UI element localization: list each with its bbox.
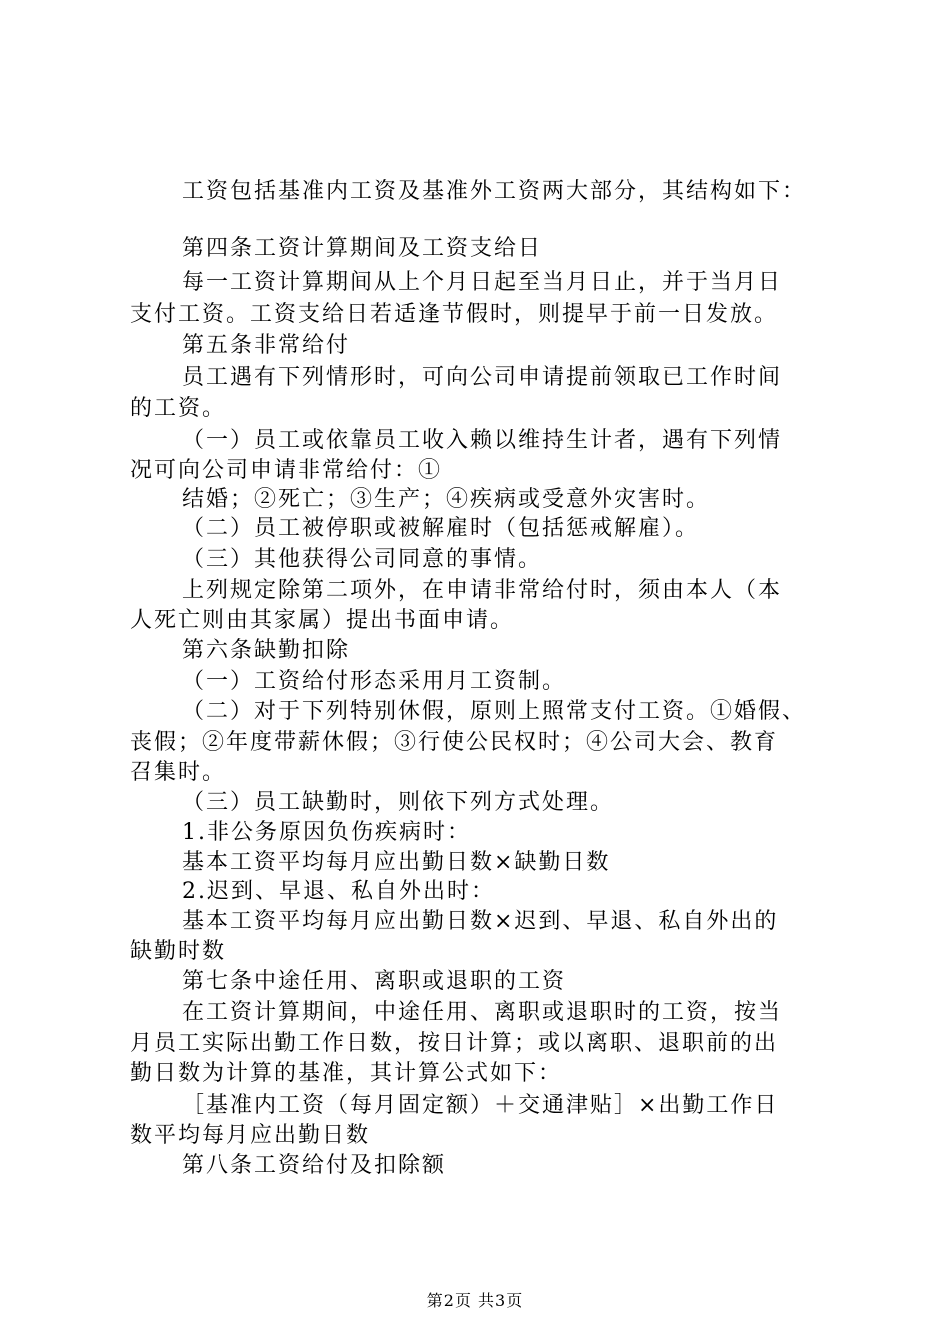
- paragraph-line: （三）其他获得公司同意的事情。: [182, 547, 543, 572]
- paragraph-line: 丧假；②年度带薪休假；③行使公民权时；④公司大会、教育: [130, 730, 779, 755]
- paragraph-line: 每一工资计算期间从上个月日起至当月日止，并于当月日: [182, 270, 783, 295]
- paragraph-line: 在工资计算期间，中途任用、离职或退职时的工资，按当: [182, 1000, 783, 1025]
- paragraph-line: 召集时。: [130, 760, 227, 785]
- paragraph-line: 1.非公务原因负伤疾病时：: [182, 820, 471, 845]
- paragraph-line: 结婚；②死亡；③生产；④疾病或受意外灾害时。: [182, 487, 711, 512]
- paragraph-line: 2.迟到、早退、私自外出时：: [182, 879, 495, 904]
- paragraph-line: 基本工资平均每月应出勤日数×缺勤日数: [182, 850, 611, 875]
- article-5-heading: 第五条非常给付: [182, 333, 351, 358]
- intro-line: 工资包括基准内工资及基准外工资两大部分，其结构如下：: [182, 179, 807, 204]
- page-number-footer: 第2页 共3页: [426, 1291, 524, 1310]
- article-6-heading: 第六条缺勤扣除: [182, 638, 351, 663]
- paragraph-line: 况可向公司申请非常给付：①: [130, 458, 443, 483]
- paragraph-line: （二）员工被停职或被解雇时（包括惩戒解雇）。: [182, 516, 700, 541]
- paragraph-line: 员工遇有下列情形时，可向公司申请提前领取已工作时间: [182, 365, 783, 390]
- formula-line: 数平均每月应出勤日数: [130, 1123, 371, 1148]
- paragraph-line: （三）员工缺勤时，则依下列方式处理。: [182, 790, 615, 815]
- article-4-heading: 第四条工资计算期间及工资支给日: [182, 236, 543, 261]
- paragraph-line: （一）工资给付形态采用月工资制。: [182, 669, 567, 694]
- paragraph-line: 上列规定除第二项外，在申请非常给付时，须由本人（本: [182, 578, 783, 603]
- paragraph-line: 勤日数为计算的基准，其计算公式如下：: [130, 1061, 563, 1086]
- paragraph-line: 基本工资平均每月应出勤日数×迟到、早退、私自外出的: [182, 909, 779, 934]
- paragraph-line: 的工资。: [130, 396, 227, 421]
- paragraph-line: 人死亡则由其家属）提出书面申请。: [130, 608, 515, 633]
- article-8-heading: 第八条工资给付及扣除额: [182, 1153, 447, 1178]
- formula-line: ［基准内工资（每月固定额）＋交通津贴］×出勤工作日: [182, 1093, 779, 1118]
- paragraph-line: 缺勤时数: [130, 939, 227, 964]
- paragraph-line: （一）员工或依靠员工收入赖以维持生计者，遇有下列情: [182, 428, 783, 453]
- paragraph-line: 支付工资。工资支给日若适逢节假时，则提早于前一日发放。: [130, 302, 779, 327]
- paragraph-line: （二）对于下列特别休假，原则上照常支付工资。①婚假、: [182, 699, 807, 724]
- article-7-heading: 第七条中途任用、离职或退职的工资: [182, 969, 567, 994]
- paragraph-line: 月员工实际出勤工作日数，按日计算；或以离职、退职前的出: [130, 1031, 779, 1056]
